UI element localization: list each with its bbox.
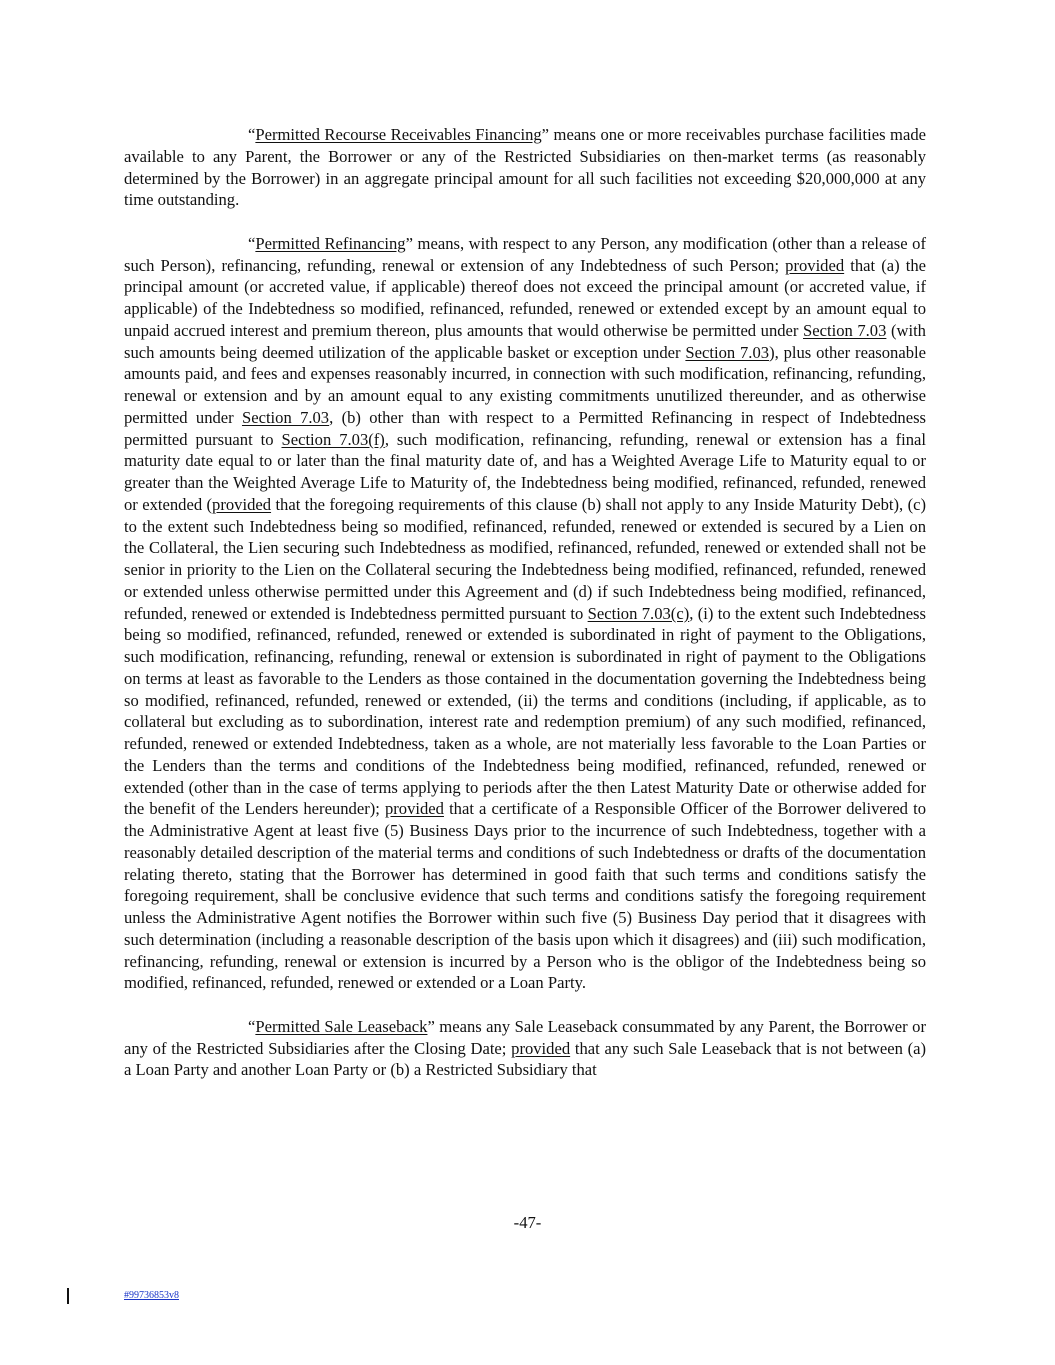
proviso-term: provided — [212, 494, 272, 514]
definition-text: (with such amounts being deemed utilization of the applicable basket or exception under — [124, 320, 926, 362]
section-reference: Section 7.03(c) — [587, 603, 690, 623]
page-number: -47- — [513, 1213, 542, 1232]
definition-text: , (i) to the extent such Indebtedness being so modified, refinanced, refunded, renewed or extended is subordinated in right of payment to the Obligations, such modification, refinancing, refunding, renewal or extension is subordinated in right of payment to the Obligations on terms at least as favorable to the Lenders as those contained in the documentation governing the Indebtedness being so modified, refinanced, refunded, renewed or extended, (ii) the terms and conditions (including, if applicable, as to collateral but excluding as to subordination, interest rate and redemption premium) of any such modified, refinanced, refunded, renewed or extended Indebtedness, taken as a whole, are not materially less favorable to the Loan Parties or the Lenders than the terms and conditions of the Indebtedness being modified, refinanced, refunded, renewed or extended (other than in the case of terms applying to periods after the then Latest Maturity Date or otherwise added for the benefit of the Lenders hereunder); — [124, 603, 926, 819]
definition-text: that the foregoing requirements of this clause (b) shall not apply to any Inside Maturity Debt), (c) to the extent such Indebtedness being so modified, refinanced, refunded, renewed or extended is secured by a Lien on the Collateral, the Lien securing such Indebtedness as modified, refinanced, refunded, renewed or extended shall not be senior in priority to the Lien on the Collateral securing the Indebtedness being modified, refinanced, refunded, renewed or extended unless otherwise permitted under this Agreement and (d) if such Indebtedness being modified, refinanced, refunded, renewed or extended is Indebtedness permitted pursuant to — [124, 494, 926, 623]
proviso-term: provided — [511, 1038, 571, 1058]
definition-text: means one or more receivables purchase facilities made available to any Parent, the Borrower or any of the Restricted Subsidiaries on then-market terms (as reasonably determined by the Borrower) in an aggregate principal amount for all such facilities not exceeding $20,000,000 at any time outstanding. — [124, 125, 926, 210]
definition-text: that any such Sale Leaseback that is not between (a) a Loan Party and another Loan Party or (b) a Restricted Subsidiary that — [124, 1038, 926, 1080]
definition-text: that (a) the principal amount (or accreted value, if applicable) thereof does not exceed the principal amount (or accreted value, if applicable) of the Indebtedness so modified, refinanced, refunded, renewed or extended except by an amount equal to unpaid accrued interest and premium thereon, plus amounts that would otherwise be permitted under — [124, 255, 926, 340]
defined-term: Permitted Sale Leaseback — [255, 1016, 428, 1036]
proviso-term: provided — [384, 799, 444, 819]
section-reference: Section 7.03 — [803, 320, 887, 340]
defined-term: Permitted Refinancing — [255, 233, 406, 253]
defined-term: Permitted Recourse Receivables Financing — [255, 125, 542, 144]
definition-permitted-recourse-receivables-financing: “Permitted Recourse Receivables Financing” means one or more receivables purchase facilities made available to any Parent, the Borrower or any of the Restricted Subsidiaries on then-market terms (as reasonably determined by the Borrower) in an aggregate principal amount for all such facilities not exceeding $20,000,000 at any time outstanding. — [124, 125, 926, 210]
revision-bar — [67, 1288, 69, 1304]
document-body — [124, 124, 926, 1103]
document-id-link[interactable]: #99736853v8 — [124, 1290, 179, 1301]
definition-permitted-sale-leaseback: “Permitted Sale Leaseback” means any Sale Leaseback consummated by any Parent, the Borrower or any of the Restricted Subsidiaries after the Closing Date; provided that any such Sale Leaseback that is not between (a) a Loan Party and another Loan Party or (b) a Restricted Subsidiary that — [124, 1016, 926, 1080]
definition-text: , (b) other than with respect to a Permitted Refinancing in respect of Indebtedness permitted pursuant to — [124, 407, 926, 449]
section-reference: Section 7.03(f) — [281, 429, 385, 449]
definition-text: , such modification, refinancing, refunding, renewal or extension has a final maturity date equal to or later than the final maturity date of, and has a Weighted Average Life to Maturity equal to or greater than the Weighted Average Life to Maturity of, the Indebtedness being modified, refinanced, refunded, renewed or extended ( — [124, 429, 926, 514]
definition-permitted-refinancing: “Permitted Refinancing” means, with respect to any Person, any modification (other than a release of such Person), refinancing, refunding, renewal or extension of any Indebtedness of such Person; provided that (a) the principal amount (or accreted value, if applicable) thereof does not exceed the principal amount (or accreted value, if applicable) of the Indebtedness so modified, refinanced, refunded, renewed or extended except by an amount equal to unpaid accrued interest and premium thereon, plus amounts that would otherwise be permitted under Section 7.03 (with such amounts being deemed utilization of the applicable basket or exception under Section 7.03), plus other reasonable amounts paid, and fees and expenses reasonably incurred, in connection with such modification, refinancing, refunding, renewal or extension and by an amount equal to any existing commitments unutilized thereunder, and as otherwise permitted under Section 7.03, (b) other than with respect to a Permitted Refinancing in respect of Indebtedness permitted pursuant to Section 7.03(f), such modification, refinancing, refunding, renewal or extension has a final maturity date equal to or later than the final maturity date of, and has a Weighted Average Life to Maturity equal to or greater than the Weighted Average Life to Maturity of, the Indebtedness being modified, refinanced, refunded, renewed or extended (provided that the foregoing requirements of this clause (b) shall not apply to any Inside Maturity Debt), (c) to the extent such Indebtedness being so modified, refinanced, refunded, renewed or extended is secured by a Lien on the Collateral, the Lien securing such Indebtedness as modified, refinanced, refunded, renewed or extended shall not be senior in priority to the Lien on the Collateral securing the Indebtedness being modified, refinanced, refunded, renewed or extended unless otherwise permitted under this Agreement and (d) if such Indebtedness being modified, refinanced, refunded, renewed or extended is Indebtedness permitted pursuant to Section 7.03(c), (i) to the extent such Indebtedness being so modified, refinanced, refunded, renewed or extended is subordinated in right of payment to the Obligations, such modification, refinancing, refunding, renewal or extension is subordinated in right of payment to the Obligations on terms at least as favorable to the Lenders as those contained in the documentation governing the Indebtedness being so modified, refinanced, refunded, renewed or extended, (ii) the terms and conditions (including, if applicable, as to collateral but excluding as to subordination, interest rate and redemption premium) of any such modified, refinanced, refunded, renewed or extended Indebtedness, taken as a whole, are not materially less favorable to the Loan Parties or the Lenders than the terms and conditions of the Indebtedness being modified, refinanced, refunded, renewed or extended (other than in the case of terms applying to periods after the then Latest Maturity Date or otherwise added for the benefit of the Lenders hereunder); provided that a certificate of a Responsible Officer of the Borrower delivered to the Administrative Agent at least five (5) Business Days prior to the incurrence of such Indebtedness, together with a reasonably detailed description of the material terms and conditions of such Indebtedness or drafts of the documentation relating thereto, stating that the Borrower has determined in good faith that such terms and conditions satisfy the foregoing requirement, shall be conclusive evidence that such terms and conditions satisfy the foregoing requirement unless the Administrative Agent notifies the Borrower within such five (5) Business Day period that it disagrees with such determination (including a reasonable description of the basis upon which it disagrees) and (iii) such modification, refinancing, refunding, renewal or extension is incurred by a Person who is the obligor of the Indebtedness being so modified, refinanced, refunded, renewed or extended or a Loan Party. — [124, 233, 927, 993]
definition-text: means, with respect to any Person, any modification (other than a release of such Person), refinancing, refunding, renewal or extension of any Indebtedness of such Person; — [124, 233, 927, 275]
definition-text: means any Sale Leaseback consummated by any Parent, the Borrower or any of the Restricted Subsidiaries after the Closing Date; — [124, 1016, 926, 1058]
definition-text: ), plus other reasonable amounts paid, and fees and expenses reasonably incurred, in connection with such modification, refinancing, refunding, renewal or extension and by an amount equal to any existing commitments unutilized thereunder, and as otherwise permitted under — [124, 342, 926, 427]
section-reference: Section 7.03 — [241, 407, 330, 427]
proviso-term: provided — [785, 255, 845, 275]
section-reference: Section 7.03 — [685, 342, 770, 362]
definition-text: that a certificate of a Responsible Officer of the Borrower delivered to the Administrative Agent at least five (5) Business Days prior to the incurrence of such Indebtedness, together with a reasonably detailed description of the material terms and conditions of such Indebtedness or drafts of the documentation relating thereto, stating that the Borrower has determined in good faith that such terms and conditions satisfy the foregoing requirement, shall be conclusive evidence that such terms and conditions satisfy the foregoing requirement unless the Administrative Agent notifies the Borrower within such five (5) Business Day period that it disagrees with such determination (including a reasonable description of the basis upon which it disagrees) and (iii) such modification, refinancing, refunding, renewal or extension is incurred by a Person who is the obligor of the Indebtedness being so modified, refinanced, refunded, renewed or extended or a Loan Party. — [124, 799, 926, 993]
